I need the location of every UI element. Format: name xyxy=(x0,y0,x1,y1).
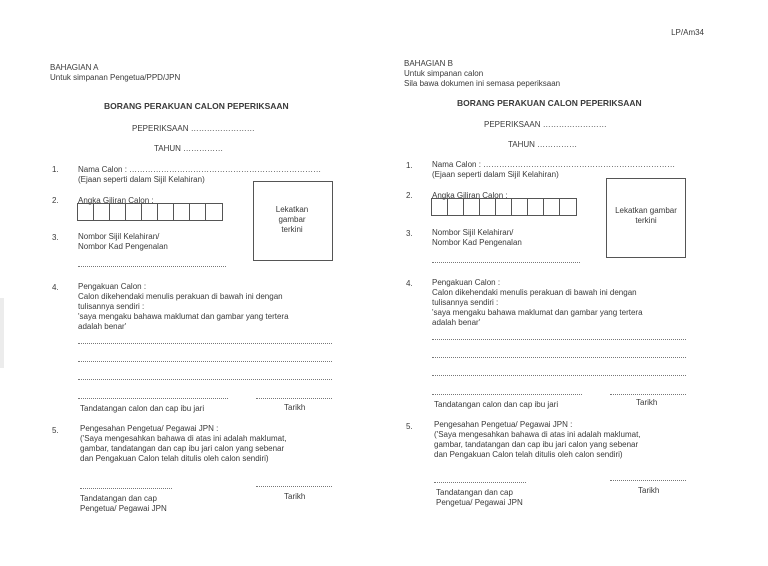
section-a-declaration-label: Pengakuan Calon : xyxy=(78,282,147,291)
section-a-title: BORANG PERAKUAN CALON PEPERIKSAAN xyxy=(104,101,289,111)
section-b-item1-number: 1. xyxy=(406,161,413,170)
section-b-subtitle-1: Untuk simpanan calon xyxy=(404,69,484,78)
section-b-declaration-text: Calon dikehendaki menulis perakuan di bawah ini dengan xyxy=(432,288,637,297)
index-cell[interactable] xyxy=(512,199,528,215)
section-a-photo-label: Lekatkan gambar terkini xyxy=(275,205,309,234)
section-a-verification-label: Pengesahan Pengetua/ Pegawai JPN : xyxy=(80,424,219,433)
section-a-declaration-text: tulisannya sendiri : xyxy=(78,302,145,311)
section-a-item2-number: 2. xyxy=(52,196,59,205)
section-b-declaration-line-2[interactable] xyxy=(432,357,686,358)
section-a-verification-text: ('Saya mengesahkan bahawa di atas ini adalah maklumat, xyxy=(80,434,287,443)
section-a-subtitle: Untuk simpanan Pengetua/PPD/JPN xyxy=(50,73,181,82)
section-b-exam-line: PEPERIKSAAN …………………… xyxy=(484,120,607,129)
section-b-declaration-text: adalah benar' xyxy=(432,318,481,327)
section-a-declaration-line-3[interactable] xyxy=(78,379,332,380)
section-b-year-line: TAHUN …………… xyxy=(508,140,578,149)
section-b-item5-number: 5. xyxy=(406,422,413,431)
index-cell[interactable] xyxy=(158,204,174,220)
section-a-id-number-line[interactable] xyxy=(78,266,226,267)
scan-edge-mark xyxy=(0,298,4,368)
section-a-item4-number: 4. xyxy=(52,283,59,292)
index-cell[interactable] xyxy=(78,204,94,220)
section-b-declaration-label: Pengakuan Calon : xyxy=(432,278,501,287)
index-cell[interactable] xyxy=(560,199,576,215)
section-b-candidate-signature-label: Tandatangan calon dan cap ibu jari xyxy=(434,400,559,409)
section-b-declaration-text: 'saya mengaku bahawa maklumat dan gambar yang tertera xyxy=(432,308,643,317)
section-a-declaration-line-1[interactable] xyxy=(78,343,332,344)
index-cell[interactable] xyxy=(126,204,142,220)
section-b-declaration-text: tulisannya sendiri : xyxy=(432,298,499,307)
section-b-birthcert-label: Nombor Sijil Kelahiran/ xyxy=(432,228,514,237)
section-b-photo-label: Lekatkan gambar terkini xyxy=(615,206,677,225)
section-b-officer-signature-label: Tandatangan dan cap xyxy=(436,488,513,497)
section-b-officer-title: Pengetua/ Pegawai JPN xyxy=(436,498,523,507)
index-cell[interactable] xyxy=(496,199,512,215)
section-b-officer-date-line[interactable] xyxy=(610,480,686,481)
section-b-candidate-date-line[interactable] xyxy=(610,394,686,395)
section-a-officer-title: Pengetua/ Pegawai JPN xyxy=(80,504,167,513)
section-b-subtitle-2: Sila bawa dokumen ini semasa peperiksaan xyxy=(404,79,561,88)
section-a-birthcert-label: Nombor Sijil Kelahiran/ xyxy=(78,232,160,241)
section-b-verification-text: gambar, tandatangan dan cap ibu jari calon yang sebenar xyxy=(434,440,639,449)
section-a-verification-text: gambar, tandatangan dan cap ibu jari calon yang sebenar xyxy=(80,444,285,453)
form-reference-code: LP/Am34 xyxy=(671,28,704,37)
index-cell[interactable] xyxy=(432,199,448,215)
section-b-declaration-line-3[interactable] xyxy=(432,375,686,376)
section-b-title: BORANG PERAKUAN CALON PEPERIKSAAN xyxy=(457,98,642,108)
section-b-name-note: (Ejaan seperti dalam Sijil Kelahiran) xyxy=(432,170,559,179)
section-b-item3-number: 3. xyxy=(406,229,413,238)
section-b-officer-date-label: Tarikh xyxy=(638,486,660,495)
section-a-officer-signature-line[interactable] xyxy=(80,488,172,489)
section-a-officer-date-line[interactable] xyxy=(256,486,332,487)
index-cell[interactable] xyxy=(544,199,560,215)
index-cell[interactable] xyxy=(110,204,126,220)
section-a-candidate-signature-label: Tandatangan calon dan cap ibu jari xyxy=(80,404,205,413)
section-a-index-number-boxes[interactable] xyxy=(77,203,223,221)
section-a-part: BAHAGIAN A xyxy=(50,63,99,72)
section-a-candidate-signature-line[interactable] xyxy=(78,398,228,399)
index-cell[interactable] xyxy=(448,199,464,215)
index-cell[interactable] xyxy=(94,204,110,220)
section-a-officer-signature-label: Tandatangan dan cap xyxy=(80,494,157,503)
section-a-name-note: (Ejaan seperti dalam Sijil Kelahiran) xyxy=(78,175,205,184)
section-b-item2-number: 2. xyxy=(406,191,413,200)
section-a-declaration-text: adalah benar' xyxy=(78,322,127,331)
section-b-declaration-line-1[interactable] xyxy=(432,339,686,340)
section-a-candidate-date-label: Tarikh xyxy=(284,403,306,412)
section-b-officer-signature-line[interactable] xyxy=(434,482,526,483)
section-b-part: BAHAGIAN B xyxy=(404,59,453,68)
index-cell[interactable] xyxy=(174,204,190,220)
section-b-item4-number: 4. xyxy=(406,279,413,288)
section-b-index-number-boxes[interactable] xyxy=(431,198,577,216)
section-b-index-label: Angka Giliran Calon : xyxy=(432,191,508,200)
section-a-item5-number: 5. xyxy=(52,426,59,435)
section-b-verification-label: Pengesahan Pengetua/ Pegawai JPN : xyxy=(434,420,573,429)
section-a-item3-number: 3. xyxy=(52,233,59,242)
section-b-candidate-signature-line[interactable] xyxy=(432,394,582,395)
section-a-ic-label: Nombor Kad Pengenalan xyxy=(78,242,168,251)
section-b-name-label: Nama Calon : ……………………………………………………………… xyxy=(432,160,676,169)
section-a-name-label: Nama Calon : ……………………………………………………………… xyxy=(78,165,322,174)
section-a-year-line: TAHUN …………… xyxy=(154,144,224,153)
section-a-item1-number: 1. xyxy=(52,165,59,174)
index-cell[interactable] xyxy=(480,199,496,215)
section-a-exam-line: PEPERIKSAAN …………………… xyxy=(132,124,255,133)
index-cell[interactable] xyxy=(528,199,544,215)
section-b-verification-text: dan Pengakuan Calon telah ditulis oleh calon sendiri) xyxy=(434,450,623,459)
index-cell[interactable] xyxy=(464,199,480,215)
section-a-verification-text: dan Pengakuan Calon telah ditulis oleh calon sendiri) xyxy=(80,454,269,463)
section-b-id-number-line[interactable] xyxy=(432,262,580,263)
section-b-candidate-date-label: Tarikh xyxy=(636,398,658,407)
section-a-declaration-line-2[interactable] xyxy=(78,361,332,362)
section-b-verification-text: ('Saya mengesahkan bahawa di atas ini adalah maklumat, xyxy=(434,430,641,439)
section-b-ic-label: Nombor Kad Pengenalan xyxy=(432,238,522,247)
index-cell[interactable] xyxy=(190,204,206,220)
section-a-declaration-text: Calon dikehendaki menulis perakuan di bawah ini dengan xyxy=(78,292,283,301)
section-a-officer-date-label: Tarikh xyxy=(284,492,306,501)
index-cell[interactable] xyxy=(206,204,222,220)
section-a-candidate-date-line[interactable] xyxy=(256,398,332,399)
section-a-index-label: Angka Giliran Calon : xyxy=(78,196,154,205)
index-cell[interactable] xyxy=(142,204,158,220)
section-a-declaration-text: 'saya mengaku bahawa maklumat dan gambar yang tertera xyxy=(78,312,289,321)
